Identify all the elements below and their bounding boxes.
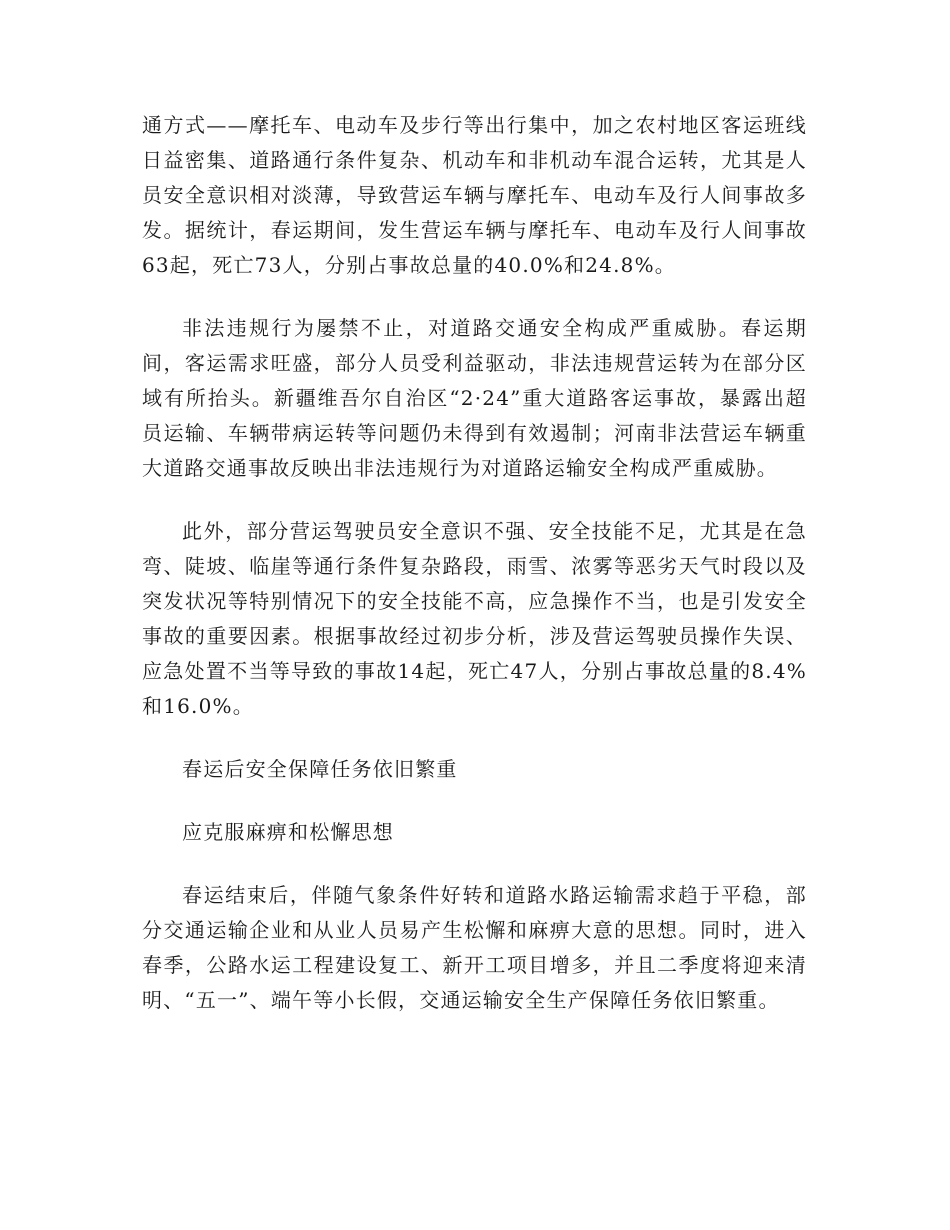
paragraph-gap (142, 283, 807, 311)
paragraph-illegal-operations: 非法违规行为屡禁不止，对道路交通安全构成严重威胁。春运期间，客运需求旺盛，部分人员受利益驱动，非法违规营运转为在部分区域有所抬头。新疆维吾尔自治区“2·24”重大道路客运事故，暴露出超员运输、车辆带病运转等问题仍未得到有效遏制；河南非法营运车辆重大道路交通事故反映出非法违规行为对道路运输安全构成严重威胁。 (142, 316, 807, 480)
paragraph-gap (142, 850, 807, 878)
paragraph-gap (142, 486, 807, 514)
section-heading-line-2: 应克服麻痹和松懈思想 (182, 820, 394, 844)
paragraph-gap (142, 787, 807, 815)
paragraph-gap (142, 724, 807, 752)
paragraph-driver-safety: 此外，部分营运驾驶员安全意识不强、安全技能不足，尤其是在急弯、陡坡、临崖等通行条件复杂路段，雨雪、浓雾等恶劣天气时段以及突发状况等特别情况下的安全技能不高，应急操作不当，也是引发安全事故的重要因素。根据事故经过初步分析，涉及营运驾驶员操作失误、应急处置不当等导致的事故14起，死亡47人，分别占事故总量的8.4%和16.0%。 (142, 519, 807, 718)
paragraph-post-spring-festival: 春运结束后，伴随气象条件好转和道路水路运输需求趋于平稳，部分交通运输企业和从业人员易产生松懈和麻痹大意的思想。同时，进入春季，公路水运工程建设复工、新开工项目增多，并且二季度将迎来清明、“五一”、端午等小长假，交通运输安全生产保障任务依旧繁重。 (142, 883, 807, 1012)
paragraph-continued: 通方式——摩托车、电动车及步行等出行集中，加之农村地区客运班线日益密集、道路通行条件复杂、机动车和非机动车混合运转，尤其是人员安全意识相对淡薄，导致营运车辆与摩托车、电动车及行人间事故多发。据统计，春运期间，发生营运车辆与摩托车、电动车及行人间事故63起，死亡73人，分别占事故总量的40.0%和24.8%。 (142, 113, 807, 277)
section-heading-line-1: 春运后安全保障任务依旧繁重 (182, 757, 458, 781)
document-body (142, 108, 807, 1018)
